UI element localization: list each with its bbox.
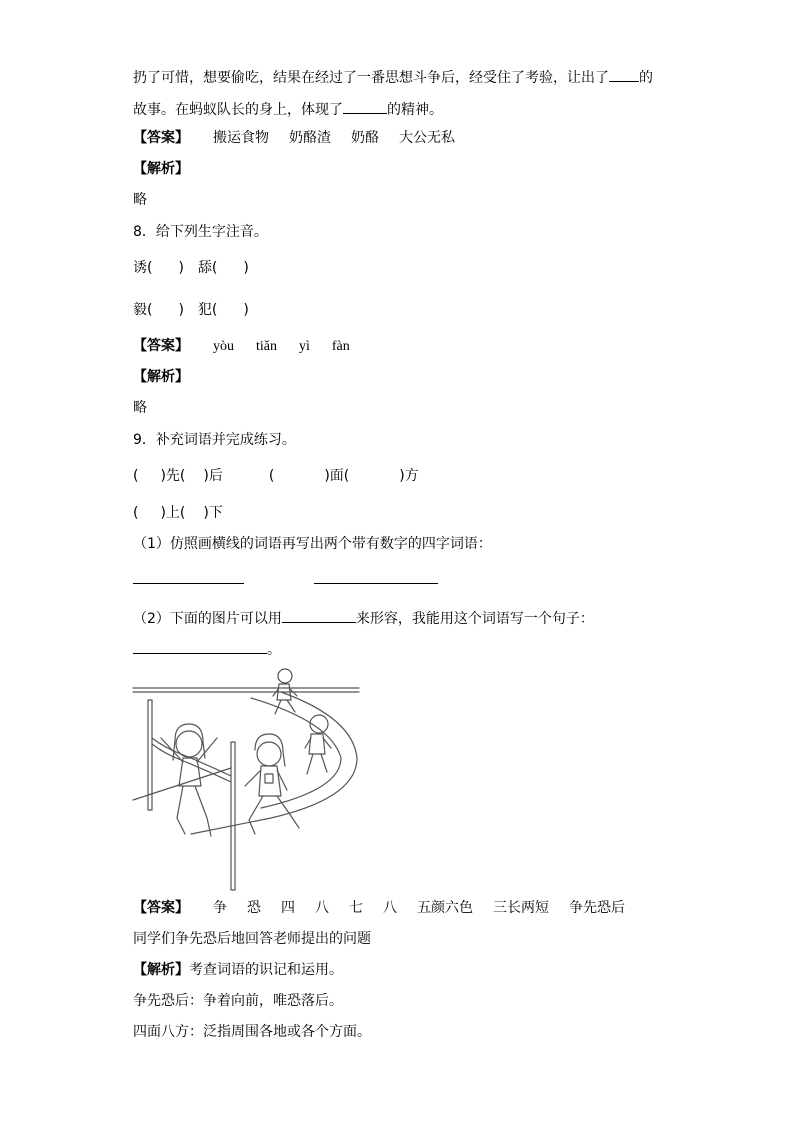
q9-sub-1: （1）仿照画横线的词语再写出两个带有数字的四字词语： [133, 536, 492, 552]
q8-pinyin-1: yòu [213, 339, 234, 354]
q7-answer: 【答案】 搬运食物 奶酪渣 奶酪 大公无私 [133, 130, 455, 146]
q7-analysis-label: 【解析】 [133, 161, 189, 177]
q8-analysis-label: 【解析】 [133, 369, 189, 385]
q9-sentence-line: 。 [133, 638, 281, 660]
q7-blank-1 [609, 66, 639, 82]
q9-row-1: ( )先( )后 ( )面( )方 [133, 468, 419, 484]
q8-pinyin-4: fàn [331, 339, 350, 354]
q7-line-2: 故事。在蚂蚁队长的身上，体现了 的精神。 [133, 98, 443, 120]
q7-answer-2: 奶酪渣 [289, 130, 331, 146]
q9-definition-1: 争先恐后：争着向前，唯恐落后。 [133, 993, 343, 1009]
q9-sub-2: （2）下面的图片可以用 来形容，我能用这个词语写一个句子： [133, 607, 594, 629]
q8-pinyin-2: tiǎn [256, 339, 277, 354]
q8-title: 8．给下列生字注音。 [133, 224, 268, 240]
q9-analysis: 【解析】考查词语的识记和运用。 [133, 962, 343, 978]
q9-row-2: ( )上( )下 [133, 505, 223, 521]
q9-blank-2 [314, 568, 438, 584]
q9-blank-3 [282, 607, 356, 623]
q9-blank-4 [133, 638, 267, 654]
q8-pinyin-3: yì [299, 339, 310, 354]
running-race-illustration [131, 658, 363, 894]
q8-row-1: 诱( ) 舔( ) [133, 260, 249, 276]
q9-definition-2: 四面八方：泛指周围各地或各个方面。 [133, 1024, 371, 1040]
q8-analysis: 略 [133, 400, 147, 416]
q9-sub-1-blanks [133, 568, 438, 590]
q7-answer-3: 奶酪 [351, 130, 379, 146]
q9-blank-1 [133, 568, 244, 584]
q7-line-1: 扔了可惜，想要偷吃，结果在经过了一番思想斗争后，经受住了考验，让出了 的 [133, 66, 653, 88]
q7-blank-2 [343, 98, 387, 114]
q7-answer-1: 搬运食物 [213, 130, 269, 146]
q9-answer-sentence: 同学们争先恐后地回答老师提出的问题 [133, 931, 371, 947]
q8-row-2: 毅( ) 犯( ) [133, 302, 249, 318]
q7-answer-4: 大公无私 [399, 130, 455, 146]
q9-title: 9．补充词语并完成练习。 [133, 432, 296, 448]
q9-answer: 【答案】 争 恐 四 八 七 八 五颜六色 三长两短 争先恐后 [133, 900, 625, 916]
q7-analysis: 略 [133, 192, 147, 208]
q8-answer: 【答案】 yòu tiǎn yì fàn [133, 336, 372, 357]
